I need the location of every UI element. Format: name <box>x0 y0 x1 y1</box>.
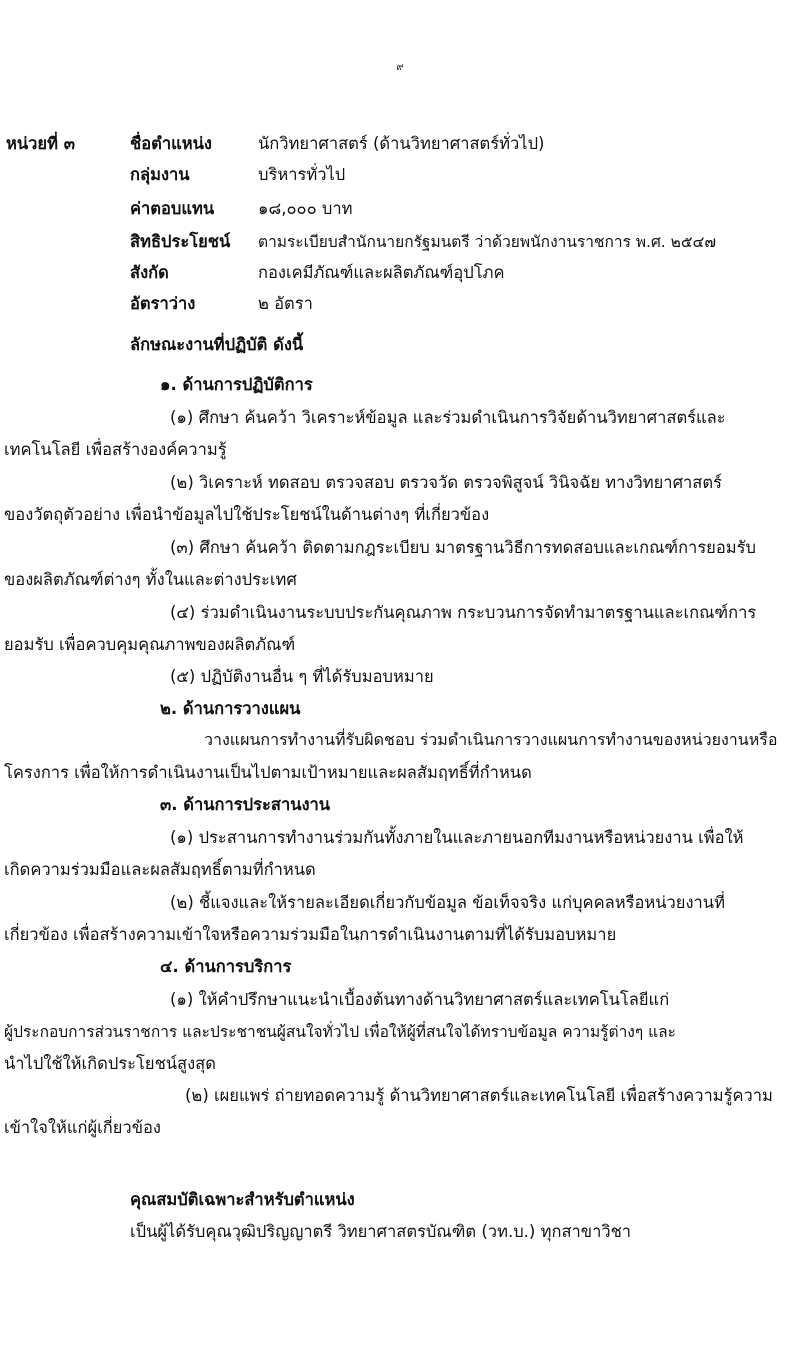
s4-item1-line3: นำไปใช้ให้เกิดประโยชน์สูงสุด <box>4 1054 216 1073</box>
vacancy-label: อัตราว่าง <box>130 294 196 313</box>
office-label: สังกัด <box>130 263 169 282</box>
s1-item5-line1: (๕) ปฏิบัติงานอื่น ๆ ที่ได้รับมอบหมาย <box>170 667 434 686</box>
pay-label: ค่าตอบแทน <box>130 199 215 218</box>
s4-item1-line2: ผู้ประกอบการส่วนราชการ และประชาชนผู้สนใจทั่วไป เพื่อให้ผู้ที่สนใจได้ทราบข้อมูล ความรู้ต่างๆ และ <box>4 1023 676 1041</box>
group-value: บริหารทั่วไป <box>258 165 346 184</box>
position-title-label: ชื่อตำแหน่ง <box>130 134 212 153</box>
qualification-heading: คุณสมบัติเฉพาะสำหรับตำแหน่ง <box>130 1190 355 1209</box>
benefit-label: สิทธิประโยชน์ <box>130 232 231 251</box>
s2-para-line2: โครงการ เพื่อให้การดำเนินงานเป็นไปตามเป้าหมายและผลสัมฤทธิ์ที่กำหนด <box>4 763 532 782</box>
qualification-text: เป็นผู้ได้รับคุณวุฒิปริญญาตรี วิทยาศาสตรบัณฑิต (วท.บ.) ทุกสาขาวิชา <box>130 1222 632 1241</box>
section-2-heading: ๒. ด้านการวางแผน <box>160 699 301 718</box>
s1-item3-line1: (๓) ศึกษา ค้นคว้า ติดตามกฎระเบียบ มาตรฐานวิธีการทดสอบและเกณฑ์การยอมรับ <box>170 538 756 557</box>
group-label: กลุ่มงาน <box>130 165 190 184</box>
s1-item4-line2: ยอมรับ เพื่อควบคุมคุณภาพของผลิตภัณฑ์ <box>4 635 296 654</box>
s1-item1-line2: เทคโนโลยี เพื่อสร้างองค์ความรู้ <box>4 440 227 459</box>
page-number: ๙ <box>396 62 404 73</box>
s4-item2-line1: (๒) เผยแพร่ ถ่ายทอดความรู้ ด้านวิทยาศาสตร์และเทคโนโลยี เพื่อสร้างความรู้ความ <box>185 1086 773 1105</box>
s3-item2-line1: (๒) ชี้แจงและให้รายละเอียดเกี่ยวกับข้อมูล ข้อเท็จจริง แก่บุคคลหรือหน่วยงานที่ <box>170 893 725 912</box>
vacancy-value: ๒ อัตรา <box>258 294 313 313</box>
section-1-heading: ๑. ด้านการปฏิบัติการ <box>160 375 313 394</box>
s1-item4-line1: (๔) ร่วมดำเนินงานระบบประกันคุณภาพ กระบวนการจัดทำมาตรฐานและเกณฑ์การ <box>170 603 757 622</box>
s2-para-line1: วางแผนการทำงานที่รับผิดชอบ ร่วมดำเนินการวางแผนการทำงานของหน่วยงานหรือ <box>204 730 778 749</box>
unit-label: หน่วยที่ ๓ <box>6 134 75 153</box>
s3-item1-line1: (๑) ประสานการทำงานร่วมกันทั้งภายในและภายนอกทีมงานหรือหน่วยงาน เพื่อให้ <box>170 828 744 847</box>
benefit-value: ตามระเบียบสำนักนายกรัฐมนตรี ว่าด้วยพนักงานราชการ พ.ศ. ๒๕๔๗ <box>258 233 716 251</box>
s1-item2-line1: (๒) วิเคราะห์ ทดสอบ ตรวจสอบ ตรวจวัด ตรวจพิสูจน์ วินิจฉัย ทางวิทยาศาสตร์ <box>170 473 722 492</box>
s4-item2-line2: เข้าใจให้แก่ผู้เกี่ยวข้อง <box>4 1118 161 1137</box>
pay-value: ๑๘,๐๐๐ บาท <box>258 199 353 218</box>
s1-item1-line1: (๑) ศึกษา ค้นคว้า วิเคราะห์ข้อมูล และร่วมดำเนินการวิจัยด้านวิทยาศาสตร์และ <box>170 408 726 427</box>
s3-item2-line2: เกี่ยวข้อง เพื่อสร้างความเข้าใจหรือความร่วมมือในการดำเนินงานตามที่ได้รับมอบหมาย <box>4 925 617 944</box>
s4-item1-line1: (๑) ให้คำปรึกษาแนะนำเบื้องต้นทางด้านวิทยาศาสตร์และเทคโนโลยีแก่ <box>170 990 670 1009</box>
office-value: กองเคมีภัณฑ์และผลิตภัณฑ์อุปโภค <box>258 263 505 282</box>
section-3-heading: ๓. ด้านการประสานงาน <box>160 795 331 814</box>
duties-heading: ลักษณะงานที่ปฏิบัติ ดังนี้ <box>130 335 304 354</box>
s1-item2-line2: ของวัตถุตัวอย่าง เพื่อนำข้อมูลไปใช้ประโยชน์ในด้านต่างๆ ที่เกี่ยวข้อง <box>4 505 490 524</box>
section-4-heading: ๔. ด้านการบริการ <box>160 957 292 976</box>
s1-item3-line2: ของผลิตภัณฑ์ต่างๆ ทั้งในและต่างประเทศ <box>4 570 297 589</box>
s3-item1-line2: เกิดความร่วมมือและผลสัมฤทธิ์ตามที่กำหนด <box>4 860 316 879</box>
position-title-value: นักวิทยาศาสตร์ (ด้านวิทยาศาสตร์ทั่วไป) <box>258 134 545 153</box>
